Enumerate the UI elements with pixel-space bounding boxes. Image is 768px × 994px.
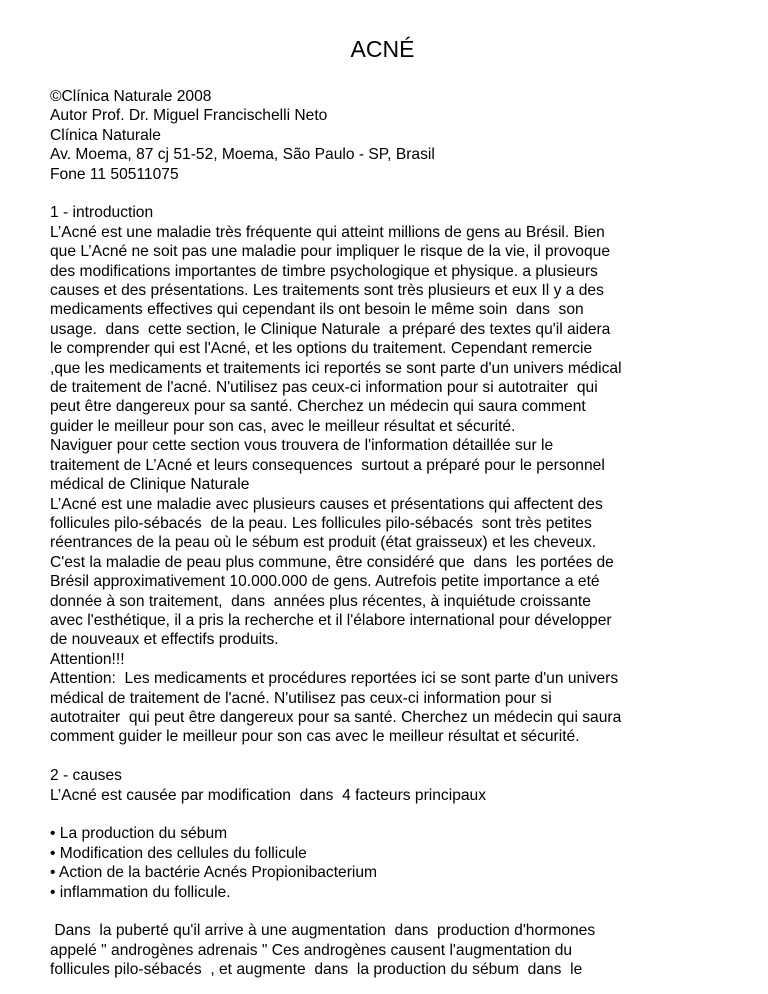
paragraph-line: de traitement de l'acné. N'utilisez pas ceux-ci information pour si autotraiter qui [50,379,598,397]
paragraph-line: traitement de L’Acné et leurs consequences surtout a préparé pour le personnel [50,456,605,474]
paragraph-line: de nouveaux et effectifs produits. [50,631,279,649]
header-line: Clínica Naturale [50,126,161,144]
paragraph-line: L’Acné est une maladie très fréquente qui atteint millions de gens au Brésil. Bien [50,223,605,241]
paragraph-line: usage. dans cette section, le Clinique Naturale a préparé des textes qu'il aidera [50,320,611,338]
document-page [50,0,750,980]
paragraph-line: réentrances de la peau où le sébum est produit (état graisseux) et les cheveux. [50,534,597,552]
bullet-item: • inflammation du follicule. [50,883,231,901]
header-block [50,87,750,184]
paragraph-line: ,que les medicaments et traitements ici reportés se sont parte d'un univers médical [50,359,622,377]
document-title: ACNÉ [350,36,415,62]
paragraph-line: le comprender qui est l'Acné, et les options du traitement. Cependant remercie [50,340,593,358]
paragraph-line: follicules pilo-sébacés de la peau. Les follicules pilo-sébacés sont très petites [50,514,592,532]
spacer [50,747,750,766]
header-line: Fone 11 50511075 [50,165,179,183]
paragraph-line: causes et des présentations. Les traitements sont très plusieurs et eux Il y a des [50,282,604,300]
paragraph-line: L’Acné est causée par modification dans 4 facteurs principaux [50,786,487,804]
bullet-item: • Action de la bactérie Acnés Propionibacterium [50,864,378,882]
paragraph-line: follicules pilo-sébacés , et augmente dans la production du sébum dans le [50,961,583,979]
document-body [50,87,750,980]
paragraph-line: autotraiter qui peut être dangereux pour sa santé. Cherchez un médecin qui saura [50,708,622,726]
section-causes [50,766,750,979]
paragraph-line: guider le meilleur pour son cas, avec le meilleur résultat et sécurité. [50,417,516,435]
paragraph-line: L’Acné est une maladie avec plusieurs causes et présentations qui affectent des [50,495,603,513]
bullet-item: • Modification des cellules du follicule [50,844,307,862]
paragraph-line: que L’Acné ne soit pas une maladie pour impliquer le risque de la vie, il provoque [50,243,610,261]
paragraph-line: des modifications importantes de timbre psychologique et physique. a plusieurs [50,262,598,280]
paragraph-line: Naviguer pour cette section vous trouvera de l'information détaillée sur le [50,437,554,455]
header-line: Autor Prof. Dr. Miguel Francischelli Neto [50,107,328,125]
paragraph-line: peut être dangereux pour sa santé. Cherchez un médecin qui saura comment [50,398,586,416]
paragraph-line: avec l'esthétique, il a pris la recherche et il l'élabore international pour développer [50,611,612,629]
paragraph-line: C'est la maladie de peau plus commune, être considéré que dans les portées de [50,553,614,571]
spacer [50,902,750,921]
header-line: Av. Moema, 87 cj 51-52, Moema, São Paulo - SP, Brasil [50,146,435,164]
paragraph-line: Brésil approximativement 10.000.000 de gens. Autrefois petite importance a eté [50,573,600,591]
paragraph-line: médical de traitement de l'acné. N'utilisez pas ceux-ci information pour si [50,689,552,707]
header-line: ©Clínica Naturale 2008 [50,88,212,105]
section-heading: 2 - causes [50,767,122,785]
paragraph-line: medicaments effectives qui cependant ils ont besoin le même soin dans son [50,301,584,319]
paragraph-line: appelé " androgènes adrenais " Ces androgènes causent l'augmentation du [50,941,573,959]
paragraph-line: Attention: Les medicaments et procédures reportées ici se sont parte d'un univers [50,670,619,688]
paragraph-line: Dans la puberté qu'il arrive à une augmentation dans production d'hormones [50,922,596,940]
bullet-list [50,824,750,902]
section-heading: 1 - introduction [50,204,154,222]
spacer [50,184,750,203]
attention-heading: Attention!!! [50,650,125,668]
paragraph-line: comment guider le meilleur pour son cas avec le meilleur résultat et sécurité. [50,728,580,746]
bullet-item: • La production du sébum [50,825,228,843]
section-introduction [50,203,750,746]
paragraph-line: donnée à son traitement, dans années plus récentes, à inquiétude croissante [50,592,591,610]
paragraph-line: médical de Clinique Naturale [50,476,250,494]
spacer [50,805,750,824]
